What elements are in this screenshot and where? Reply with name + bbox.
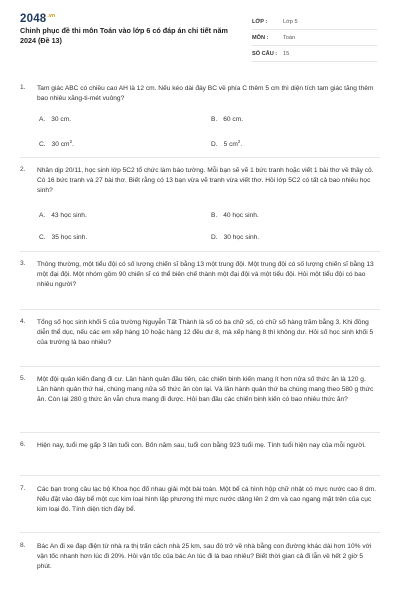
question-number: 1. bbox=[20, 84, 26, 91]
info-row-question-count bbox=[252, 46, 377, 62]
question-6 bbox=[20, 441, 378, 467]
question-number: 6. bbox=[20, 441, 26, 448]
option-text: 5 cm bbox=[223, 141, 238, 149]
option-text: 30 cm bbox=[51, 141, 70, 149]
question-text: Tam giác ABC có chiều cao AH là 12 cm. Nếu kéo dài đáy BC về phía C thêm 5 cm thì diện tích tam giác tăng thêm bao nhiêu xăng-ti-mét vuông? bbox=[37, 85, 374, 103]
option-a[interactable] bbox=[39, 116, 71, 123]
option-d[interactable] bbox=[211, 139, 242, 148]
option-text: 43 học sinh. bbox=[51, 212, 87, 219]
question-text: Bác An đi xe đạp điện từ nhà ra thị trấn cách nhà 25 km, sau đó trở về nhà bằng con đường khác dài hơn 10% với vận tốc nhanh hơn lúc đi 20%. Hỏi vận tốc của bác An lúc đi là bao nhiêu? Biết thời gian cả đi lẫn về hết 2 giờ 5 phút. bbox=[37, 543, 372, 571]
option-a[interactable] bbox=[39, 212, 87, 219]
option-text: 35 học sinh. bbox=[51, 234, 88, 241]
option-text: 60 cm. bbox=[223, 116, 244, 123]
option-letter: B. bbox=[211, 116, 218, 123]
question-divider bbox=[20, 251, 380, 252]
info-row-subject bbox=[252, 30, 377, 46]
option-text: 40 học sinh. bbox=[223, 212, 259, 219]
question-divider bbox=[20, 532, 380, 533]
option-superscript: 2 bbox=[237, 139, 241, 144]
question-number: 4. bbox=[20, 318, 26, 325]
question-text: Một đội quân kiến đang đi cư. Lần hành quân đầu tiên, các chiến binh kiến mang ít hơn nửa số thức ăn là 120 g. Lần hành quân thứ hai, chúng mang nửa số thức ăn còn lại. Và lần hành quân thứ ba chúng mang theo 580 g thức ăn. Còn lại 280 g thức ăn vẫn chưa mang đi được. Hỏi ban đầu các chiến binh kiến có bao nhiêu thức ăn? bbox=[37, 376, 374, 404]
info-label: MÔN : bbox=[252, 34, 269, 41]
question-2 bbox=[20, 166, 378, 252]
question-text: Tổng số học sinh khối 5 của trường Nguyễn Tất Thành là số có ba chữ số, có chữ số hàng trăm bằng 3. Khi đồng diễn thể dục, nếu các em xếp hàng 10 hoặc hàng 12 đều dư 8, mà xếp hàng 8 thì không dư. Hỏi số học sinh khối 5 của trường là bao nhiêu? bbox=[37, 319, 374, 347]
option-d[interactable] bbox=[211, 234, 259, 241]
option-letter: A. bbox=[39, 116, 46, 123]
option-letter: C. bbox=[39, 234, 46, 241]
option-suffix: . bbox=[240, 141, 243, 149]
info-value: Toán bbox=[283, 34, 296, 41]
site-logo[interactable] bbox=[20, 13, 55, 25]
logo-text: 2048 bbox=[20, 13, 47, 25]
document-header bbox=[0, 0, 400, 66]
question-divider bbox=[20, 475, 380, 476]
option-c[interactable] bbox=[39, 139, 74, 148]
question-8 bbox=[20, 542, 378, 590]
option-letter: D. bbox=[211, 234, 218, 241]
question-7 bbox=[20, 485, 378, 525]
question-3 bbox=[20, 260, 378, 308]
question-number: 7. bbox=[20, 485, 26, 492]
info-value: Lớp 5 bbox=[283, 18, 298, 25]
info-row-grade bbox=[252, 14, 377, 30]
option-c[interactable] bbox=[39, 234, 87, 241]
question-number: 8. bbox=[20, 542, 26, 549]
question-4 bbox=[20, 318, 378, 366]
logo-domain: .vn bbox=[47, 13, 56, 20]
question-divider bbox=[20, 157, 380, 158]
question-text: Hiện nay, tuổi mẹ gấp 3 lần tuổi con. Bốn năm sau, tuổi con bằng 923 tuổi mẹ. Tính tuổi hiện nay của mỗi người. bbox=[37, 442, 366, 449]
option-letter: C. bbox=[39, 141, 46, 149]
option-superscript: 2 bbox=[69, 139, 73, 144]
question-number: 3. bbox=[20, 260, 26, 267]
question-number: 2. bbox=[20, 166, 26, 173]
question-divider bbox=[20, 366, 380, 367]
question-number: 5. bbox=[20, 375, 26, 382]
info-label: LỚP : bbox=[252, 18, 268, 25]
info-label: SỐ CÂU : bbox=[252, 50, 278, 57]
question-text: Các bạn trong câu lạc bộ Khoa học đố nhau giải một bài toán. Một bể cá hình hộp chữ nhật có mực nước cao 8 dm. Nếu đặt vào đáy bể một cục kim loại hình lập phương thì mực nước dâng lên 2 dm và cao ngang mặt trên của cục kim loại đó. Tính diện tích đáy bể. bbox=[37, 486, 377, 514]
question-1 bbox=[20, 84, 378, 164]
option-b[interactable] bbox=[211, 116, 243, 123]
question-text: Thông thường, một tiểu đội có số lượng chiến sĩ bằng 13 một trung đội. Một trung đội có số lượng chiến sĩ bằng 13 một đại đội. Một nhóm gồm 90 chiến sĩ có thể biên chế thành một đại đội và một tiểu đội. Hỏi một tiểu đội có bao nhiêu người? bbox=[37, 261, 374, 289]
option-suffix: . bbox=[72, 141, 74, 149]
option-letter: D. bbox=[211, 141, 218, 149]
question-text: Nhân dịp 20/11, học sinh lớp 5C2 tổ chức làm báo tường. Mỗi bạn sẽ vẽ 1 bức tranh hoặc viết 1 bài thơ về thầy cô. Có 16 bức tranh và 27 bài thơ. Biết rằng có 13 bạn vừa vẽ tranh vừa viết thơ. Hỏi lớp 5C2 có tất cả bao nhiêu học sinh? bbox=[37, 167, 374, 195]
option-text: 30 cm. bbox=[51, 116, 72, 123]
question-divider bbox=[20, 309, 380, 310]
option-letter: A. bbox=[39, 212, 46, 219]
question-5 bbox=[20, 375, 378, 433]
info-value: 15 bbox=[283, 50, 290, 57]
question-divider bbox=[20, 432, 380, 433]
option-text: 30 học sinh. bbox=[223, 234, 260, 241]
info-table bbox=[252, 14, 377, 62]
option-letter: B. bbox=[211, 212, 218, 219]
document-title: Chinh phục đề thi môn Toán vào lớp 6 có đáp án chi tiết năm 2024 (Đề 13) bbox=[20, 26, 228, 45]
option-b[interactable] bbox=[211, 212, 259, 219]
